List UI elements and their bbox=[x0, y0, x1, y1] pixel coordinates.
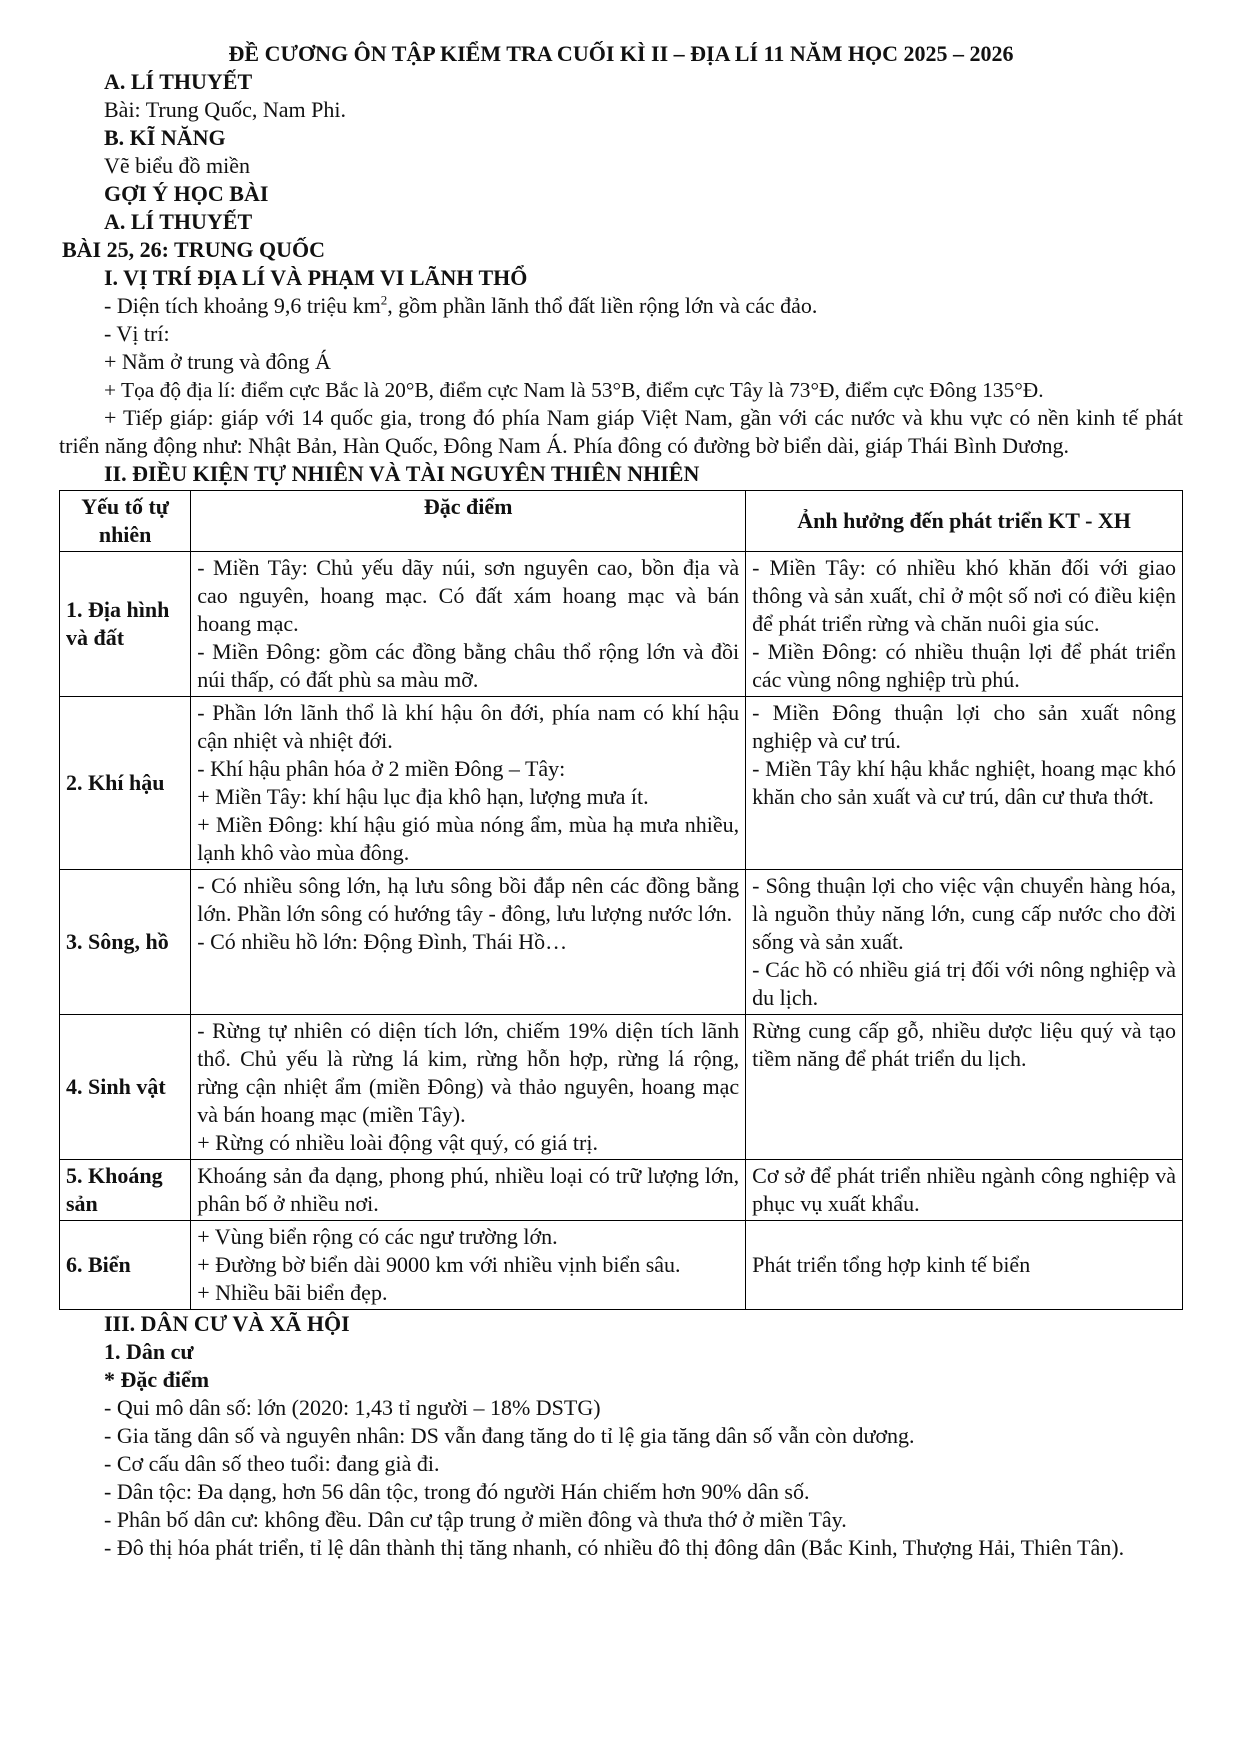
part-a-text: Bài: Trung Quốc, Nam Phi. bbox=[104, 97, 347, 122]
row-factor: 1. Địa hình và đất bbox=[60, 552, 191, 697]
section-1-heading: I. VỊ TRÍ ĐỊA LÍ VÀ PHẠM VI LÃNH THỔ bbox=[104, 265, 528, 290]
feature-line: + Miền Đông: khí hậu gió mùa nóng ẩm, mùa hạ mưa nhiều, lạnh khô vào mùa đông. bbox=[197, 812, 740, 865]
table-header-row bbox=[60, 491, 1183, 552]
area-before: - Diện tích khoảng 9,6 triệu km bbox=[104, 293, 381, 318]
feature-line: + Nhiều bãi biển đẹp. bbox=[197, 1280, 388, 1305]
row-impact bbox=[746, 1221, 1183, 1310]
part-b-text: Vẽ biểu đồ miền bbox=[104, 153, 251, 178]
area-after: , gồm phần lãnh thổ đất liền rộng lớn và các đảo. bbox=[387, 293, 818, 318]
column-header-factor: Yếu tố tự nhiên bbox=[60, 491, 191, 552]
feature-line: + Miền Tây: khí hậu lục địa khô hạn, lượng mưa ít. bbox=[197, 784, 649, 809]
row-impact bbox=[746, 1160, 1183, 1221]
impact-line: - Miền Tây: có nhiều khó khăn đối với giao thông và sản xuất, chỉ ở một số nơi có điều kiện để phát triển rừng và chăn nuôi gia súc. bbox=[752, 555, 1176, 636]
row-features bbox=[191, 1160, 746, 1221]
feature-line: - Miền Đông: gồm các đồng bằng châu thổ rộng lớn và đồi núi thấp, có đất phù sa màu mỡ. bbox=[197, 639, 740, 692]
population-item: - Dân tộc: Đa dạng, hơn 56 dân tộc, trong đó người Hán chiếm hơn 90% dân số. bbox=[104, 1479, 810, 1504]
row-features bbox=[191, 1015, 746, 1160]
part-b-heading: B. KĨ NĂNG bbox=[104, 125, 226, 150]
guide-heading: GỢI Ý HỌC BÀI bbox=[104, 181, 269, 206]
row-factor: 2. Khí hậu bbox=[60, 697, 191, 870]
position-item-2: + Tọa độ địa lí: điểm cực Bắc là 20°B, điểm cực Nam là 53°B, điểm cực Tây là 73°Đ, điểm cực Đông 135°Đ. bbox=[104, 378, 1044, 402]
column-header-impact: Ảnh hưởng đến phát triển KT - XH bbox=[746, 491, 1183, 552]
impact-line: - Các hồ có nhiều giá trị đối với nông nghiệp và du lịch. bbox=[752, 957, 1176, 1010]
document-title: ĐỀ CƯƠNG ÔN TẬP KIỂM TRA CUỐI KÌ II – ĐỊA LÍ 11 NĂM HỌC 2025 – 2026 bbox=[228, 41, 1014, 66]
feature-line: - Rừng tự nhiên có diện tích lớn, chiếm 19% diện tích lãnh thổ. Chủ yếu là rừng lá kim, rừng hỗn hợp, rừng lá rộng, rừng cận nhiệt ẩm (miền Đông) và thảo nguyên, hoang mạc và bán hoang mạc (miền Tây). bbox=[197, 1018, 740, 1127]
table-row bbox=[60, 697, 1183, 870]
row-impact bbox=[746, 870, 1183, 1015]
population-item: - Qui mô dân số: lớn (2020: 1,43 tỉ người – 18% DSTG) bbox=[104, 1395, 601, 1420]
table-row bbox=[60, 870, 1183, 1015]
population-item: - Gia tăng dân số và nguyên nhân: DS vẫn đang tăng do tỉ lệ gia tăng dân số vẫn còn dương. bbox=[104, 1423, 915, 1448]
row-factor: 4. Sinh vật bbox=[60, 1015, 191, 1160]
feature-line: + Vùng biển rộng có các ngư trường lớn. bbox=[197, 1224, 558, 1249]
row-features bbox=[191, 1221, 746, 1310]
population-item: - Phân bố dân cư: không đều. Dân cư tập trung ở miền đông và thưa thớ ở miền Tây. bbox=[104, 1507, 847, 1532]
impact-line: Cơ sở để phát triển nhiều ngành công nghiệp và phục vụ xuất khẩu. bbox=[752, 1163, 1176, 1216]
row-impact bbox=[746, 552, 1183, 697]
lesson-heading: BÀI 25, 26: TRUNG QUỐC bbox=[62, 237, 326, 262]
area-superscript: 2 bbox=[380, 292, 388, 308]
row-features bbox=[191, 552, 746, 697]
row-features bbox=[191, 697, 746, 870]
row-features bbox=[191, 870, 746, 1015]
impact-line: - Miền Đông: có nhiều thuận lợi để phát triển các vùng nông nghiệp trù phú. bbox=[752, 639, 1176, 692]
table-row bbox=[60, 1221, 1183, 1310]
feature-line: - Có nhiều sông lớn, hạ lưu sông bồi đắp nên các đồng bằng lớn. Phần lớn sông có hướng tây - đông, lưu lượng nước lớn. bbox=[197, 873, 740, 926]
row-impact bbox=[746, 1015, 1183, 1160]
row-factor: 5. Khoáng sản bbox=[60, 1160, 191, 1221]
row-factor: 6. Biển bbox=[60, 1221, 191, 1310]
impact-line: - Sông thuận lợi cho việc vận chuyển hàng hóa, là nguồn thủy năng lớn, cung cấp nước cho đời sống và sản xuất. bbox=[752, 873, 1176, 954]
impact-line: - Miền Tây khí hậu khắc nghiệt, hoang mạc khó khăn cho sản xuất và cư trú, dân cư thưa thớt. bbox=[752, 756, 1176, 809]
table-row bbox=[60, 552, 1183, 697]
section-3-heading: III. DÂN CƯ VÀ XÃ HỘI bbox=[104, 1311, 350, 1336]
feature-line: + Đường bờ biển dài 9000 km với nhiều vịnh biển sâu. bbox=[197, 1252, 681, 1277]
population-item: - Cơ cấu dân số theo tuổi: đang già đi. bbox=[104, 1451, 440, 1476]
position-label: - Vị trí: bbox=[104, 321, 170, 346]
feature-line: - Có nhiều hồ lớn: Động Đình, Thái Hồ… bbox=[197, 929, 568, 954]
population-item: - Đô thị hóa phát triển, tỉ lệ dân thành thị tăng nhanh, có nhiều đô thị đông dân (Bắc Kinh, Thượng Hải, Thiên Tân). bbox=[104, 1535, 1125, 1560]
feature-line: - Khí hậu phân hóa ở 2 miền Đông – Tây: bbox=[197, 756, 566, 781]
table-row bbox=[60, 1015, 1183, 1160]
feature-line: - Phần lớn lãnh thổ là khí hậu ôn đới, phía nam có khí hậu cận nhiệt và nhiệt đới. bbox=[197, 700, 740, 753]
row-impact bbox=[746, 697, 1183, 870]
position-item-3: + Tiếp giáp: giáp với 14 quốc gia, trong đó phía Nam giáp Việt Nam, gần với các nước và khu vực có nền kinh tế phát triển năng động như: Nhật Bản, Hàn Quốc, Đông Nam Á. Phía đông có đường bờ biển dài, giáp Thái Bình Dương. bbox=[59, 405, 1183, 458]
section-2-heading: II. ĐIỀU KIỆN TỰ NHIÊN VÀ TÀI NGUYÊN THIÊN NHIÊN bbox=[104, 461, 700, 486]
guide-sub-heading: A. LÍ THUYẾT bbox=[104, 209, 253, 234]
feature-line: Khoáng sản đa dạng, phong phú, nhiều loại có trữ lượng lớn, phân bố ở nhiều nơi. bbox=[197, 1163, 740, 1216]
row-factor: 3. Sông, hồ bbox=[60, 870, 191, 1015]
population-heading: 1. Dân cư bbox=[104, 1339, 194, 1364]
table-row bbox=[60, 1160, 1183, 1221]
features-heading: * Đặc điểm bbox=[104, 1367, 210, 1392]
impact-line: Rừng cung cấp gỗ, nhiều dược liệu quý và tạo tiềm năng để phát triển du lịch. bbox=[752, 1018, 1176, 1071]
column-header-features: Đặc điểm bbox=[191, 491, 746, 552]
impact-line: - Miền Đông thuận lợi cho sản xuất nông nghiệp và cư trú. bbox=[752, 700, 1176, 753]
area-line bbox=[59, 292, 1183, 320]
natural-conditions-table bbox=[59, 490, 1183, 1310]
feature-line: - Miền Tây: Chủ yếu dãy núi, sơn nguyên cao, bồn địa và cao nguyên, hoang mạc. Có đất xám hoang mạc và bán hoang mạc. bbox=[197, 555, 740, 636]
position-item-1: + Nằm ở trung và đông Á bbox=[104, 349, 331, 374]
part-a-heading: A. LÍ THUYẾT bbox=[104, 69, 253, 94]
feature-line: + Rừng có nhiều loài động vật quý, có giá trị. bbox=[197, 1130, 598, 1155]
impact-line: Phát triển tổng hợp kinh tế biển bbox=[752, 1252, 1031, 1277]
document-page bbox=[59, 40, 1183, 1562]
